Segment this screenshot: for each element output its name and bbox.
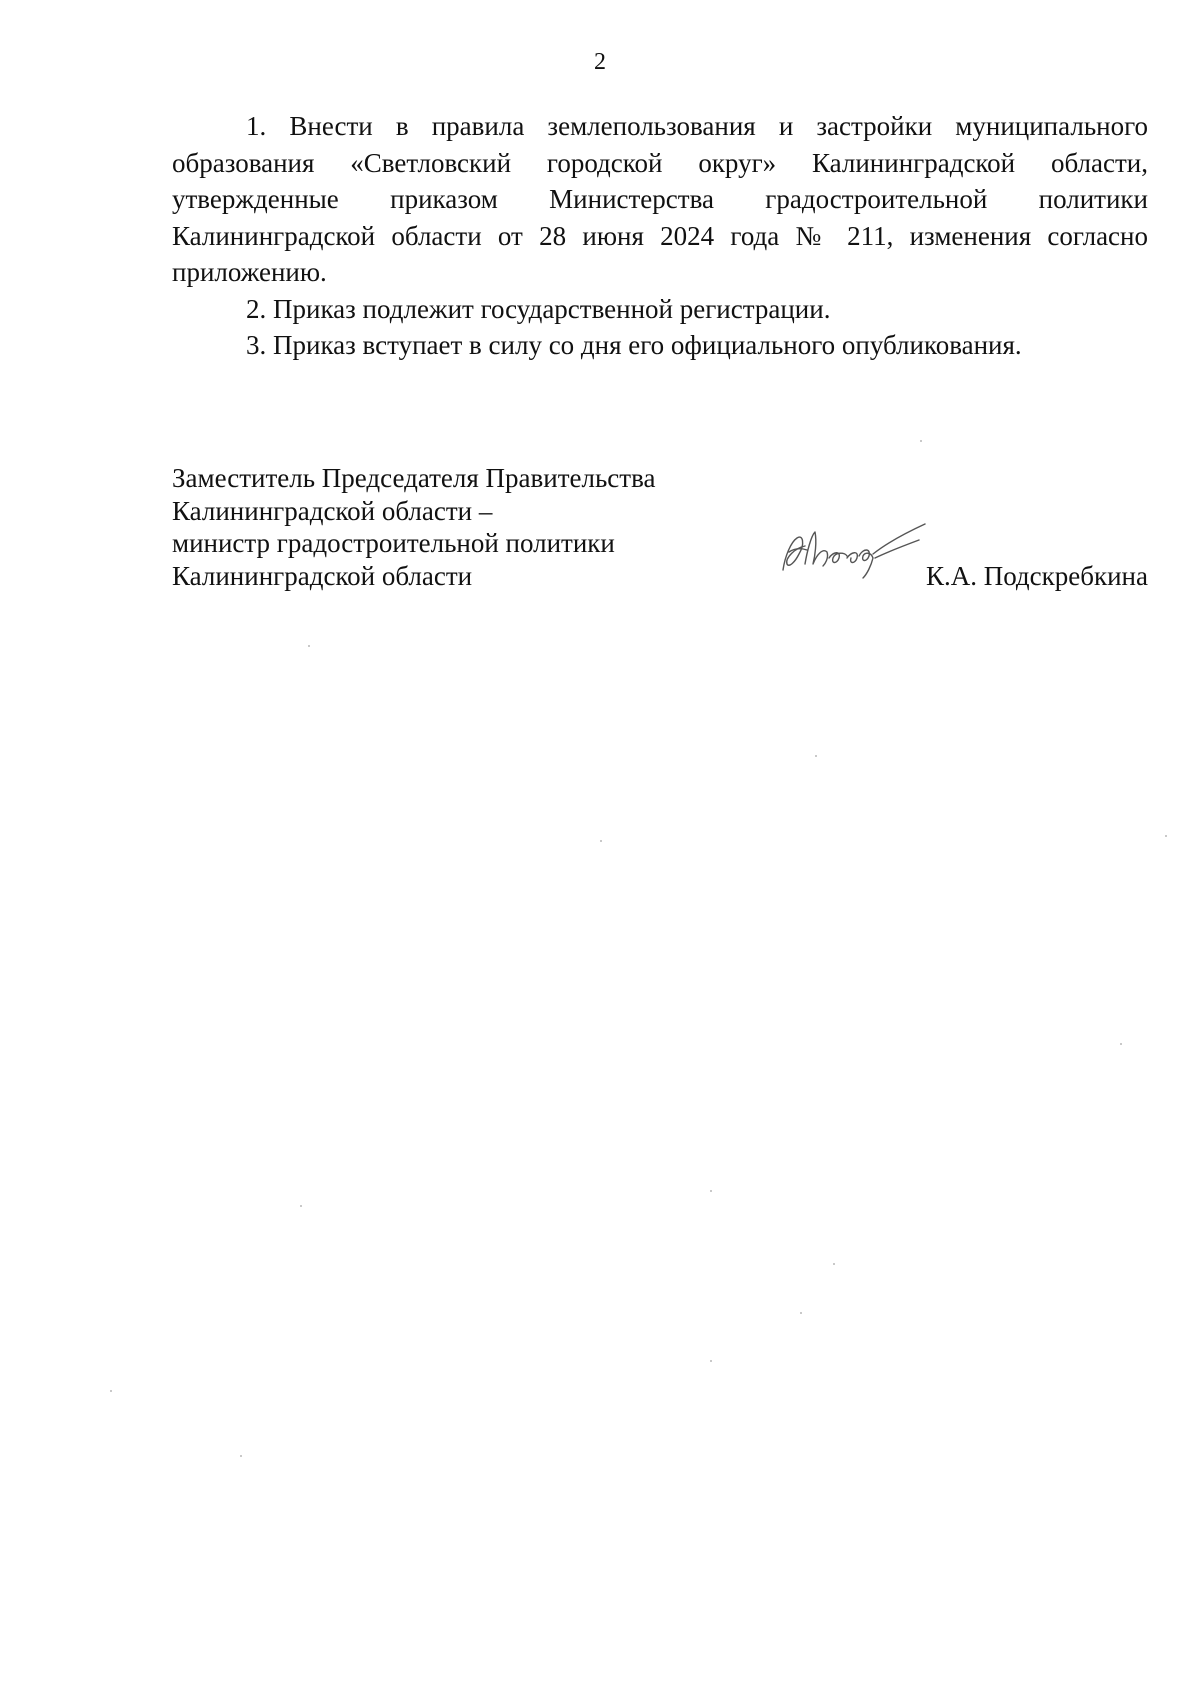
signatory-position-line: министр градостроительной политики — [172, 528, 615, 558]
order-item-3: 3. Приказ вступает в силу со дня его официального опубликования. — [246, 330, 1022, 360]
scan-speck — [815, 755, 817, 757]
order-item-2: 2. Приказ подлежит государственной регистрации. — [246, 293, 831, 324]
scan-speck — [110, 1390, 112, 1392]
handwritten-signature — [775, 518, 935, 588]
signatory-position-line: Калининградской области – — [172, 495, 493, 526]
order-item-1: 1. Внести в правила землепользования и застройки муниципального образования «Светловский городской округ» Калининградской области, утвержденные приказом Министерства градостроительной политики Калининградской области от 28 июня 2024 года № 211, изменения согласно приложению. — [172, 111, 1148, 287]
signatory-position-line: Калининградской области — [172, 560, 473, 591]
scan-speck — [240, 1455, 242, 1457]
scan-speck — [1120, 1043, 1122, 1045]
scan-speck — [920, 440, 922, 442]
scan-speck — [800, 1312, 802, 1314]
scan-speck — [710, 1360, 712, 1362]
scan-speck — [600, 840, 602, 842]
scan-speck — [300, 1205, 302, 1207]
signer-name: К.А. Подскребкина — [925, 561, 1148, 591]
signatory-position — [172, 462, 732, 592]
scan-speck — [308, 645, 310, 647]
scan-speck — [710, 1190, 712, 1192]
order-text — [172, 108, 1148, 364]
scan-speck — [833, 1263, 835, 1265]
page-number: 2 — [594, 49, 606, 75]
signatory-position-line: Заместитель Председателя Правительства — [172, 463, 656, 493]
scan-speck — [1165, 835, 1167, 837]
